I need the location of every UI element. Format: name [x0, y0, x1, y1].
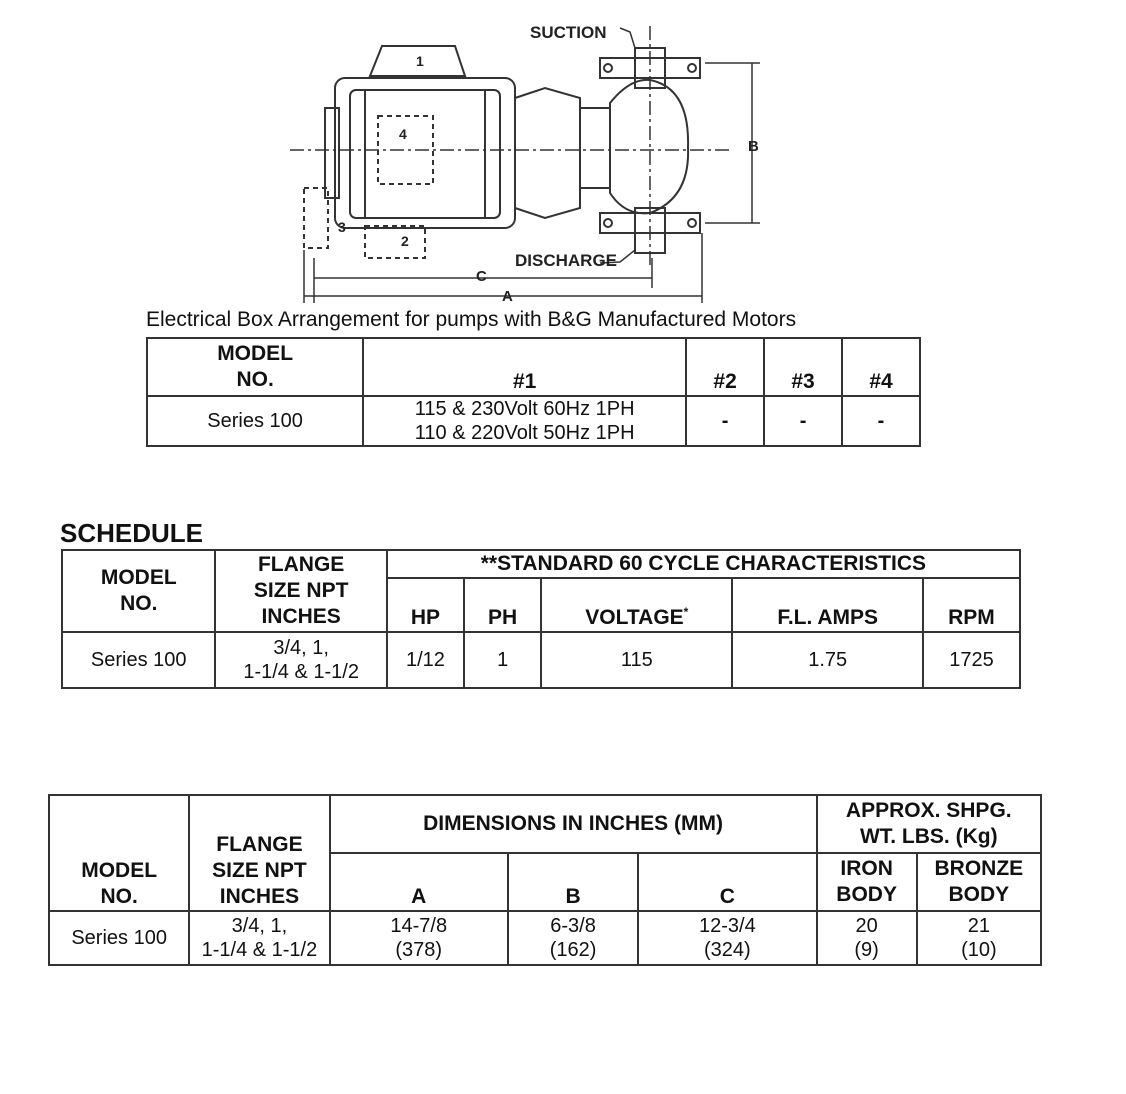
dim-a-label: A	[502, 288, 513, 303]
header-amps: F.L. AMPS	[732, 578, 922, 632]
header-dim-b: B	[508, 853, 638, 911]
cell-dim-b: 6-3/8 (162)	[508, 911, 638, 965]
cell-hp: 1/12	[387, 632, 464, 688]
schedule-table	[61, 549, 1021, 689]
table-row	[49, 911, 1041, 965]
cell-iron-weight: 20 (9)	[817, 911, 917, 965]
cell-bronze-weight: 21 (10)	[917, 911, 1041, 965]
header-dim-c: C	[638, 853, 816, 911]
header-box-3: #3	[764, 338, 842, 396]
cell-box-2: -	[686, 396, 764, 446]
header-hp: HP	[387, 578, 464, 632]
header-characteristics: **STANDARD 60 CYCLE CHARACTERISTICS	[387, 550, 1020, 578]
header-iron-body: IRON BODY	[817, 853, 917, 911]
electrical-table-caption: Electrical Box Arrangement for pumps with B&G Manufactured Motors	[146, 308, 797, 331]
electrical-box-2	[365, 226, 425, 258]
discharge-label: DISCHARGE	[515, 251, 618, 270]
header-box-1: #1	[363, 338, 686, 396]
table-row	[62, 632, 1020, 688]
header-box-2: #2	[686, 338, 764, 396]
cell-box-1: 115 & 230Volt 60Hz 1PH 110 & 220Volt 50Hz 1PH	[363, 396, 686, 446]
schedule-title: SCHEDULE	[60, 518, 204, 548]
header-model: MODEL NO.	[62, 550, 215, 632]
header-box-4: #4	[842, 338, 920, 396]
box-2-label: 2	[401, 233, 409, 249]
dim-b-label: B	[748, 138, 759, 155]
cell-dim-a: 14-7/8 (378)	[330, 911, 508, 965]
header-voltage: VOLTAGE*	[541, 578, 732, 632]
cell-model: Series 100	[49, 911, 189, 965]
voltage-footnote-mark: *	[683, 605, 689, 619]
cell-flange: 3/4, 1, 1-1/4 & 1-1/2	[215, 632, 386, 688]
header-rpm: RPM	[923, 578, 1020, 632]
motor-body	[335, 78, 515, 228]
header-bronze-body: BRONZE BODY	[917, 853, 1041, 911]
suction-label: SUCTION	[530, 23, 607, 42]
dim-c-label: C	[476, 268, 487, 285]
cell-dim-c: 12-3/4 (324)	[638, 911, 816, 965]
header-ph: PH	[464, 578, 541, 632]
header-weight: APPROX. SHPG. WT. LBS. (Kg)	[817, 795, 1041, 853]
header-dim-a: A	[330, 853, 508, 911]
header-model: MODEL NO.	[49, 795, 189, 911]
header-flange: FLANGE SIZE NPT INCHES	[215, 550, 386, 632]
dimensions-table	[48, 794, 1042, 966]
cell-ph: 1	[464, 632, 541, 688]
electrical-table	[146, 337, 921, 447]
box-3-label: 3	[338, 219, 346, 235]
cell-voltage: 115	[541, 632, 732, 688]
pump-diagram	[290, 18, 790, 303]
cell-amps: 1.75	[732, 632, 922, 688]
cell-box-3: -	[764, 396, 842, 446]
header-flange: FLANGE SIZE NPT INCHES	[189, 795, 329, 911]
cell-box-4: -	[842, 396, 920, 446]
header-dimensions: DIMENSIONS IN INCHES (MM)	[330, 795, 817, 853]
cell-model: Series 100	[147, 396, 363, 446]
cell-flange: 3/4, 1, 1-1/4 & 1-1/2	[189, 911, 329, 965]
box-4-label: 4	[399, 126, 407, 142]
header-model: MODEL NO.	[147, 338, 363, 396]
box-1-label: 1	[416, 53, 424, 69]
cell-rpm: 1725	[923, 632, 1020, 688]
cell-model: Series 100	[62, 632, 215, 688]
table-row	[147, 396, 920, 446]
pump-volute	[610, 80, 688, 213]
